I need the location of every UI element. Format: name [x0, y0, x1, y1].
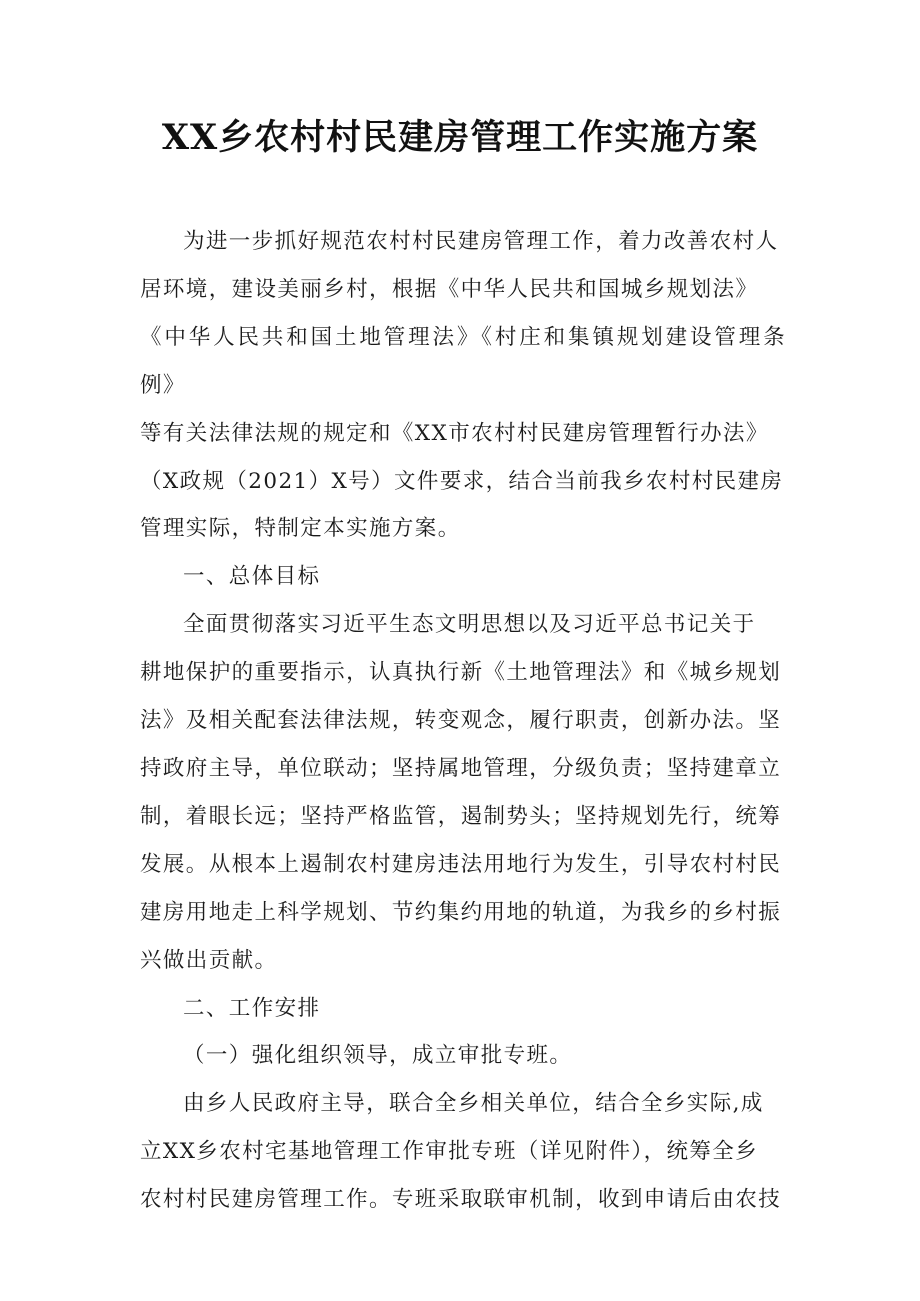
section-heading-work-arrangement: 二、工作安排 [183, 995, 321, 1021]
paragraph-leadership: 由乡人民政府主导，联合全乡相关单位，结合全乡实际,成 立XX乡农村宅基地管理工作审批专班（详见附件），统筹全乡 农村村民建房管理工作。专班采取联审机制，收到申请后由农技 [140, 1091, 782, 1213]
paragraph-intro: 为进一步抓好规范农村村民建房管理工作，着力改善农村人 居环境，建设美丽乡村，根据《中华人民共和国城乡规划法》 《中华人民共和国土地管理法》《村庄和集镇规划建设管理条例》 等有关法律法规的规定和《XX市农村村民建房管理暂行办法》 （X政规（2021）X号）文件要求，结合当前我乡农村村民建房 管理实际，特制定本实施方案。 [140, 229, 786, 542]
document-body [140, 218, 786, 1224]
section-heading-overall-goal: 一、总体目标 [183, 564, 321, 590]
document-title: XX乡农村村民建房管理工作实施方案 [161, 117, 759, 158]
subsection-heading-leadership: （一）强化组织领导，成立审批专班。 [183, 1043, 573, 1069]
paragraph-overall-goal: 全面贯彻落实习近平生态文明思想以及习近平总书记关于 耕地保护的重要指示，认真执行新《土地管理法》和《城乡规划 法》及相关配套法律法规，转变观念，履行职责，创新办法。坚 持政府主导，单位联动；坚持属地管理，分级负责；坚持建章立 制，着眼长远；坚持严格监管，遏制势头；坚持规划先行，统筹 发展。从根本上遏制农村建房违法用地行为发生，引导农村村民 建房用地走上科学规划、节约集约用地的轨道，为我乡的乡村振 兴做出贡献。 [140, 612, 782, 973]
